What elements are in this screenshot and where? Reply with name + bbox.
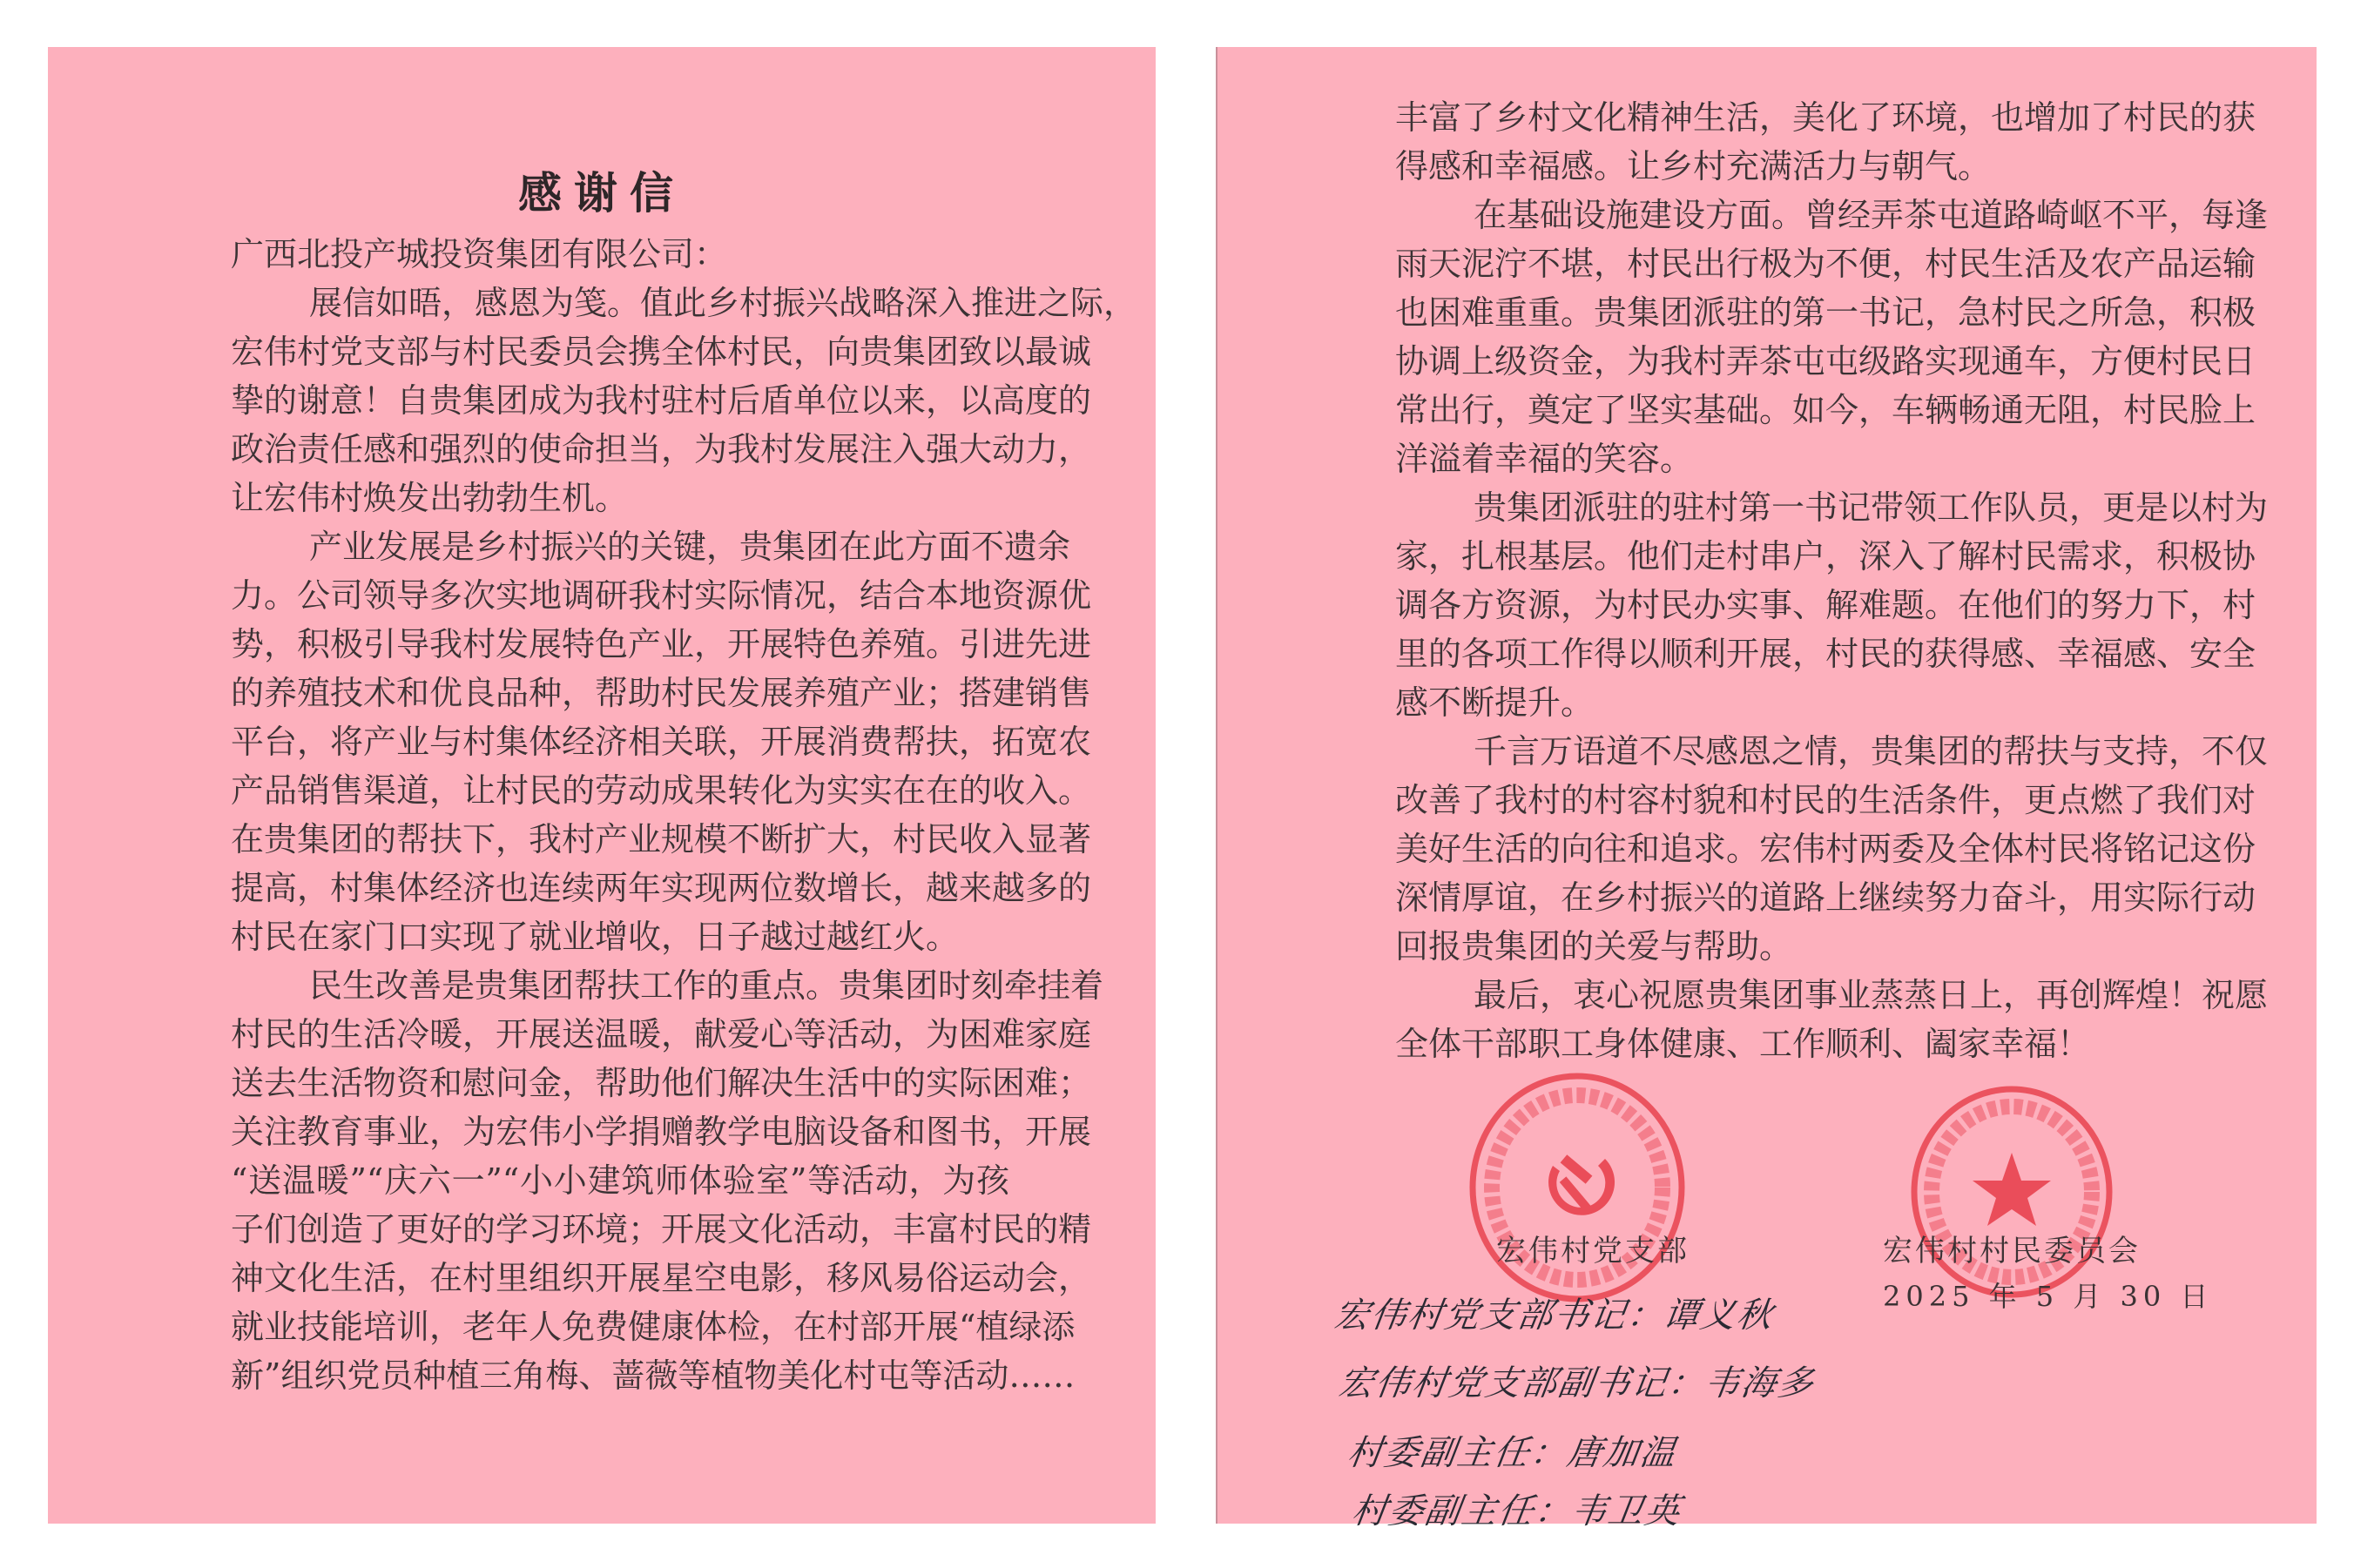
paragraph-line: 产品销售渠道，让村民的劳动成果转化为实实在在的收入。 bbox=[231, 771, 1092, 810]
paragraph-line: 送去生活物资和慰问金，帮助他们解决生活中的实际困难； bbox=[231, 1064, 1092, 1102]
paragraph-line: 就业技能培训，老年人免费健康体检，在村部开展“植绿添 bbox=[231, 1308, 1076, 1346]
paragraph-line: 产业发展是乡村振兴的关键，贵集团在此方面不遗余 bbox=[309, 528, 1071, 566]
paragraph-line: 千言万语道不尽感恩之情，贵集团的帮扶与支持，不仅 bbox=[1474, 732, 2269, 771]
paragraph-line: “送温暖”“庆六一”“小小建筑师体验室”等活动，为孩 bbox=[231, 1161, 1009, 1200]
letter-body-page-2 bbox=[1395, 93, 2269, 1068]
handwritten-signature: 宏伟村党支部书记：谭义秋 bbox=[1332, 1295, 1777, 1336]
paragraph-line: 回报贵集团的关爱与帮助。 bbox=[1395, 927, 1793, 966]
paragraph-line: 深情厚谊，在乡村振兴的道路上继续努力奋斗，用实际行动 bbox=[1395, 878, 2256, 917]
paragraph-line: 让宏伟村焕发出勃勃生机。 bbox=[231, 479, 629, 517]
party-branch-stamp bbox=[1466, 1070, 1689, 1305]
salutation: 广西北投产城投资集团有限公司： bbox=[231, 235, 728, 273]
paragraph-line: 平台，将产业与村集体经济相关联，开展消费帮扶，拓宽农 bbox=[231, 723, 1092, 761]
paragraph-line: 得感和幸福感。让乡村充满活力与朝气。 bbox=[1395, 147, 1992, 185]
handwritten-signature: 宏伟村党支部副书记：韦海多 bbox=[1336, 1363, 1818, 1403]
paragraph-line: 提高，村集体经济也连续两年实现两位数增长，越来越多的 bbox=[231, 869, 1092, 907]
letter-date: 2025 年 5 月 30 日 bbox=[1883, 1280, 2214, 1313]
paragraph-line: 协调上级资金，为我村弄茶屯屯级路实现通车，方便村民日 bbox=[1395, 342, 2256, 380]
paragraph-line: 势，积极引导我村发展特色产业，开展特色养殖。引进先进 bbox=[231, 625, 1092, 663]
star-icon bbox=[1973, 1153, 2051, 1226]
paragraph-line: 雨天泥泞不堪，村民出行极为不便，村民生活及农产品运输 bbox=[1395, 245, 2256, 283]
paragraph-line: 也困难重重。贵集团派驻的第一书记，急村民之所急，积极 bbox=[1395, 293, 2256, 332]
paragraph-line: 宏伟村党支部与村民委员会携全体村民，向贵集团致以最诚 bbox=[231, 333, 1092, 371]
paragraph-line: 力。公司领导多次实地调研我村实际情况，结合本地资源优 bbox=[231, 576, 1092, 615]
paragraph-line: 丰富了乡村文化精神生活，美化了环境，也增加了村民的获 bbox=[1395, 98, 2256, 137]
handwritten-signature: 村委副主任：韦卫英 bbox=[1349, 1491, 1684, 1531]
paragraph-line: 调各方资源，为村民办实事、解难题。在他们的努力下，村 bbox=[1395, 586, 2256, 624]
paragraph-line: 贵集团派驻的驻村第一书记带领工作队员，更是以村为 bbox=[1474, 488, 2269, 527]
paragraph-line: 家，扎根基层。他们走村串户，深入了解村民需求，积极协 bbox=[1395, 537, 2256, 575]
paragraph-line: 感不断提升。 bbox=[1395, 683, 1595, 722]
letter-title: 感谢信 bbox=[518, 167, 685, 219]
paragraph-line: 神文化生活，在村里组织开展星空电影，移风易俗运动会， bbox=[231, 1259, 1092, 1297]
hammer-sickle-icon bbox=[1548, 1154, 1615, 1215]
paragraph-line: 村民的生活冷暖，开展送温暖，献爱心等活动，为困难家庭 bbox=[231, 1015, 1092, 1053]
paragraph-line: 展信如晤，感恩为笺。值此乡村振兴战略深入推进之际， bbox=[309, 284, 1137, 322]
paragraph-line: 挚的谢意！自贵集团成为我村驻村后盾单位以来，以高度的 bbox=[231, 381, 1092, 420]
paragraph-line: 新”组织党员种植三角梅、蔷薇等植物美化村屯等活动…… bbox=[231, 1356, 1076, 1395]
paragraph-line: 在贵集团的帮扶下，我村产业规模不断扩大，村民收入显著 bbox=[231, 820, 1092, 858]
paragraph-line: 里的各项工作得以顺利开展，村民的获得感、幸福感、安全 bbox=[1395, 635, 2256, 673]
paragraph-line: 在基础设施建设方面。曾经弄茶屯道路崎岖不平，每逢 bbox=[1474, 196, 2269, 234]
villagers-committee-label: 宏伟村村民委员会 bbox=[1883, 1234, 2141, 1269]
paragraph-line: 全体干部职工身体健康、工作顺利、阖家幸福！ bbox=[1395, 1025, 2091, 1063]
paragraph-line: 的养殖技术和优良品种，帮助村民发展养殖产业；搭建销售 bbox=[231, 674, 1092, 712]
party-branch-label: 宏伟村党支部 bbox=[1496, 1234, 1690, 1269]
paragraph-line: 子们创造了更好的学习环境；开展文化活动，丰富村民的精 bbox=[231, 1210, 1092, 1248]
paragraph-line: 民生改善是贵集团帮扶工作的重点。贵集团时刻牵挂着 bbox=[309, 966, 1104, 1005]
paragraph-line: 政治责任感和强烈的使命担当，为我村发展注入强大动力， bbox=[231, 430, 1092, 468]
paragraph-line: 洋溢着幸福的笑容。 bbox=[1395, 440, 1694, 478]
paragraph-line: 常出行，奠定了坚实基础。如今，车辆畅通无阻，村民脸上 bbox=[1395, 391, 2256, 429]
letter-page-1 bbox=[48, 47, 1156, 1524]
paragraph-line: 村民在家门口实现了就业增收，日子越过越红火。 bbox=[231, 918, 960, 956]
paragraph-line: 关注教育事业，为宏伟小学捐赠教学电脑设备和图书，开展 bbox=[231, 1113, 1092, 1151]
paragraph-line: 美好生活的向往和追求。宏伟村两委及全体村民将铭记这份 bbox=[1395, 830, 2256, 868]
paragraph-line: 改善了我村的村容村貌和村民的生活条件，更点燃了我们对 bbox=[1395, 781, 2256, 819]
paragraph-line: 最后，衷心祝愿贵集团事业蒸蒸日上，再创辉煌！祝愿 bbox=[1474, 976, 2269, 1014]
letter-page-2 bbox=[1216, 47, 2317, 1531]
handwritten-signature: 村委副主任：唐加温 bbox=[1345, 1433, 1680, 1473]
letter-body-page-1 bbox=[231, 230, 1137, 1400]
